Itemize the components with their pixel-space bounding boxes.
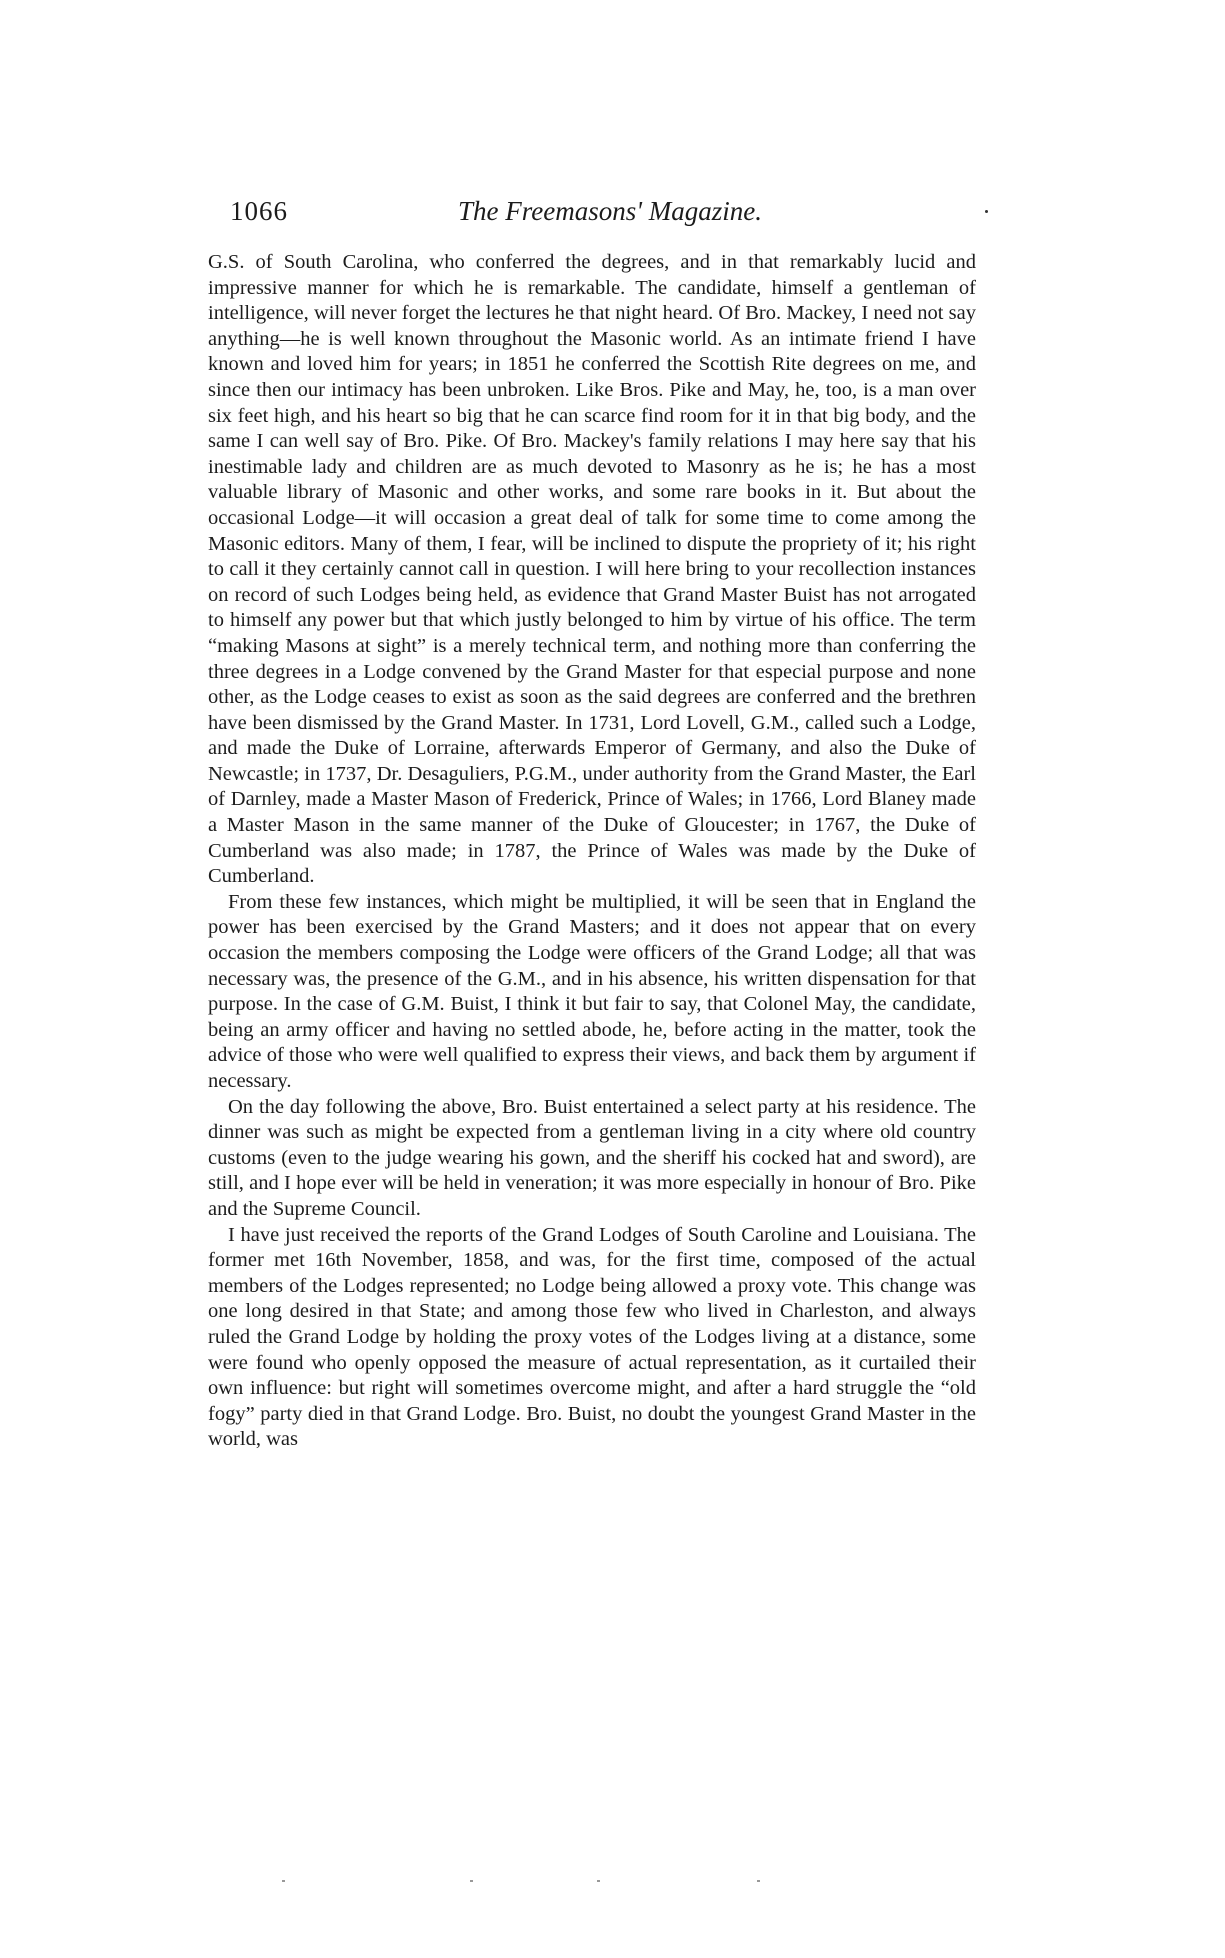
header-dot xyxy=(985,210,988,213)
paragraph-instances: From these few instances, which might be multiplied, it will be seen that in England the power has been exercised by the Grand Masters; and it does not appear that on every occasion the members composing the Lodge were officers of the Grand Lodge; all that was necessary was, the presence of the G.M., and in his absence, his written dispensation for that purpose. In the case of G.M. Buist, I think it but fair to say, that Colonel May, the candidate, being an army officer and having no settled abode, he, before acting in the matter, took the advice of those who were well qualified to express their views, and back them by argument if necessary. xyxy=(208,890,976,1092)
paragraph-reports: I have just received the reports of the Grand Lodges of South Caroline and Louisiana. The former met 16th November, 1858, and was, for the first time, composed of the actual members of the Lodges represented; no Lodge being allowed a proxy vote. This change was one long desired in that State; and among those few who lived in Charleston, and always ruled the Grand Lodge by holding the proxy votes of the Lodges living at a distance, some were found who openly opposed the measure of actual representation, as it curtailed their own influence: but right will sometimes overcome might, and after a hard struggle the “old fogy” party died in that Grand Lodge. Bro. Buist, no doubt the youngest Grand Master in the world, was xyxy=(208,1223,976,1451)
running-title: The Freemasons' Magazine. xyxy=(458,196,762,226)
paragraph-dinner: On the day following the above, Bro. Buist entertained a select party at his residence. The dinner was such as might be expected from a gentleman living in a city where old country customs (even to the judge wearing his gown, and the sheriff his cocked hat and sword), are still, and I hope ever will be held in veneration; it was more especially in honour of Bro. Pike and the Supreme Council. xyxy=(208,1095,976,1220)
footer-mark xyxy=(757,1880,760,1882)
page-number: 1066 xyxy=(230,196,288,226)
page-header xyxy=(230,196,990,236)
footer-mark xyxy=(470,1880,473,1882)
paragraph-continued: G.S. of South Carolina, who conferred the degrees, and in that remarkably lucid and impressive manner for which he is remarkable. The candidate, himself a gentleman of intelligence, will never forget the lectures he that night heard. Of Bro. Mackey, I need not say anything—he is well known throughout the Masonic world. As an intimate friend I have known and loved him for years; in 1851 he conferred the Scottish Rite degrees on me, and since then our intimacy has been unbroken. Like Bros. Pike and May, he, too, is a man over six feet high, and his heart so big that he can scarce find room for it in that big body, and the same I can well say of Bro. Pike. Of Bro. Mackey's family relations I may here say that his inestimable lady and children are as much devoted to Masonry as he is; he has a most valuable library of Masonic and other works, and some rare books in it. But about the occasional Lodge—it will occasion a great deal of talk for some time to come among the Masonic editors. Many of them, I fear, will be inclined to dispute the propriety of it; his right to call it they certainly cannot call in question. I will here bring to your recollection instances on record of such Lodges being held, as evidence that Grand Master Buist has not arrogated to himself any power but that which justly belonged to him by virtue of his office. The term “making Masons at sight” is a merely technical term, and nothing more than conferring the three degrees in a Lodge convened by the Grand Master for that especial purpose and none other, as the Lodge ceases to exist as soon as the said degrees are conferred and the brethren have been dismissed by the Grand Master. In 1731, Lord Lovell, G.M., called such a Lodge, and made the Duke of Lorraine, afterwards Emperor of Germany, and also the Duke of Newcastle; in 1737, Dr. Desaguliers, P.G.M., under authority from the Grand Master, the Earl of Darnley, made a Master Mason of Frederick, Prince of Wales; in 1766, Lord Blaney made a Master Mason in the same manner of the Duke of Gloucester; in 1767, the Duke of Cumberland was also made; in 1787, the Prince of Wales was made by the Duke of Cumberland. xyxy=(208,251,976,888)
footer-mark xyxy=(282,1880,285,1882)
footer-mark xyxy=(597,1880,600,1882)
article-body xyxy=(208,250,976,1453)
footer-marks xyxy=(0,1880,1225,1890)
